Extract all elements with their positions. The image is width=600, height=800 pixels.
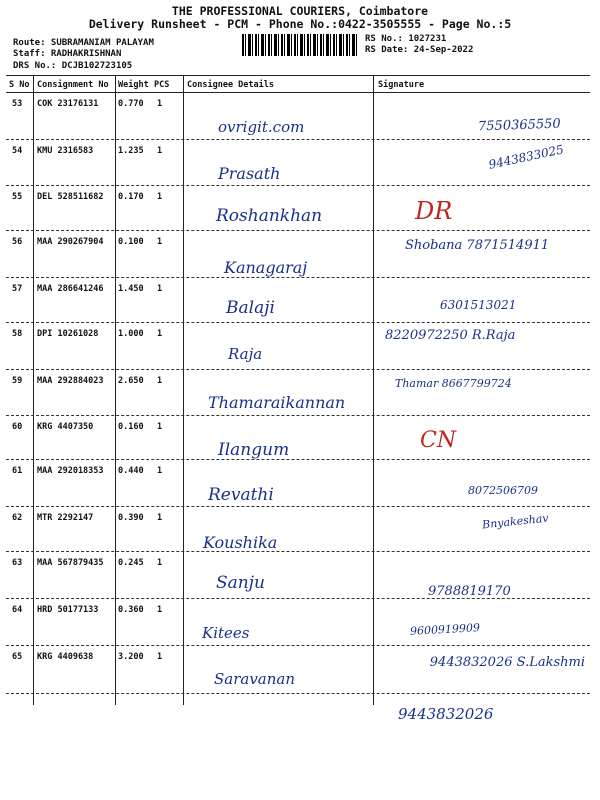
row-weight: 1.450 (118, 284, 144, 294)
barcode (242, 34, 358, 56)
row-pcs: 1 (157, 376, 163, 386)
row-consignment-no: MAA 290267904 (37, 237, 104, 247)
row-divider (6, 459, 590, 460)
rs-date: RS Date: 24-Sep-2022 (365, 45, 474, 55)
handwritten-consignee: Prasath (218, 164, 281, 183)
handwritten-signature: CN (420, 428, 457, 453)
row-consignment-no: MTR 2292147 (37, 513, 94, 523)
row-consignment-no: HRD 50177133 (37, 605, 99, 615)
row-weight: 0.770 (118, 99, 144, 109)
row-consignment-no: MAA 292884023 (37, 376, 104, 386)
row-divider (6, 139, 590, 140)
col-header-weight: Weight (118, 80, 149, 90)
handwritten-signature: Bnyakeshav (481, 511, 550, 532)
row-divider (6, 693, 590, 694)
col-header-signature: Signature (378, 80, 425, 90)
row-weight: 2.650 (118, 376, 144, 386)
row-divider (6, 506, 590, 507)
row-pcs: 1 (157, 652, 163, 662)
handwritten-signature: 9443833025 (487, 142, 565, 172)
row-sno: 58 (12, 329, 23, 339)
col-divider (33, 75, 34, 705)
row-consignment-no: COK 23176131 (37, 99, 99, 109)
row-weight: 0.360 (118, 605, 144, 615)
row-sno: 55 (12, 192, 23, 202)
row-sno: 62 (12, 513, 23, 523)
col-divider (373, 75, 374, 705)
drs-label: DRS No.: DCJB102723105 (13, 61, 133, 71)
col-header-sno: S No (9, 80, 30, 90)
row-divider (6, 551, 590, 552)
handwritten-consignee: Thamaraikannan (208, 393, 346, 412)
row-pcs: 1 (157, 558, 163, 568)
handwritten-signature: 9443832026 S.Lakshmi (429, 655, 585, 670)
row-pcs: 1 (157, 605, 163, 615)
row-consignment-no: DEL 528511682 (37, 192, 104, 202)
row-sno: 64 (12, 605, 23, 615)
row-pcs: 1 (157, 146, 163, 156)
row-pcs: 1 (157, 284, 163, 294)
row-consignment-no: KRG 4409638 (37, 652, 94, 662)
handwritten-footer-note: 9443832026 (398, 705, 494, 723)
rs-number: RS No.: 1027231 (365, 34, 447, 44)
handwritten-consignee: Revathi (208, 485, 274, 505)
row-sno: 65 (12, 652, 23, 662)
handwritten-consignee: Saravanan (214, 670, 296, 688)
row-sno: 60 (12, 422, 23, 432)
row-pcs: 1 (157, 513, 163, 523)
row-weight: 0.390 (118, 513, 144, 523)
row-weight: 1.235 (118, 146, 144, 156)
handwritten-signature: DR (415, 197, 453, 225)
col-header-pcs: PCS (154, 80, 170, 90)
row-divider (6, 369, 590, 370)
row-consignment-no: MAA 567879435 (37, 558, 104, 568)
row-divider (6, 645, 590, 646)
col-header-consignment: Consignment No (37, 80, 109, 90)
row-divider (6, 322, 590, 323)
row-pcs: 1 (157, 422, 163, 432)
row-weight: 1.000 (118, 329, 144, 339)
handwritten-signature: Shobana 7871514911 (405, 238, 550, 253)
company-title: THE PROFESSIONAL COURIERS, Coimbatore (171, 4, 429, 18)
row-sno: 61 (12, 466, 23, 476)
row-sno: 53 (12, 99, 23, 109)
handwritten-signature: 6301513021 (440, 298, 517, 312)
row-weight: 0.170 (118, 192, 144, 202)
route-label: Route: SUBRAMANIAM PALAYAM (13, 38, 154, 48)
handwritten-consignee: Kanagaraj (224, 258, 308, 277)
row-consignment-no: DPI 10261028 (37, 329, 99, 339)
runsheet-subtitle: Delivery Runsheet - PCM - Phone No.:0422-3505555 - Page No.:5 (88, 17, 512, 31)
staff-label: Staff: RADHAKRISHNAN (13, 49, 122, 59)
row-pcs: 1 (157, 466, 163, 476)
row-sno: 63 (12, 558, 23, 568)
handwritten-consignee: ovrigit.com (218, 118, 305, 136)
row-pcs: 1 (157, 99, 163, 109)
handwritten-consignee: Balaji (226, 298, 275, 318)
row-pcs: 1 (157, 329, 163, 339)
col-divider (115, 75, 116, 705)
row-sno: 56 (12, 237, 23, 247)
row-divider (6, 185, 590, 186)
handwritten-signature: Thamar 8667799724 (395, 377, 512, 390)
row-divider (6, 277, 590, 278)
handwritten-consignee: Roshankhan (216, 206, 323, 226)
row-weight: 0.440 (118, 466, 144, 476)
row-divider (6, 230, 590, 231)
row-consignment-no: KMU 2316583 (37, 146, 94, 156)
row-sno: 59 (12, 376, 23, 386)
handwritten-signature: 9600919909 (409, 621, 481, 638)
col-divider (183, 75, 184, 705)
handwritten-signature: 9788819170 (428, 584, 511, 599)
handwritten-consignee: Koushika (203, 533, 278, 552)
row-weight: 0.160 (118, 422, 144, 432)
row-consignment-no: MAA 292018353 (37, 466, 104, 476)
row-weight: 0.100 (118, 237, 144, 247)
row-consignment-no: MAA 286641246 (37, 284, 104, 294)
handwritten-consignee: Sanju (216, 573, 265, 593)
handwritten-signature: 7550365550 (477, 116, 561, 135)
handwritten-signature: 8220972250 R.Raja (385, 328, 516, 343)
row-pcs: 1 (157, 192, 163, 202)
row-weight: 3.200 (118, 652, 144, 662)
col-header-consignee: Consignee Details (187, 80, 274, 90)
row-pcs: 1 (157, 237, 163, 247)
table-top-border (6, 75, 590, 76)
row-weight: 0.245 (118, 558, 144, 568)
row-sno: 57 (12, 284, 23, 294)
row-divider (6, 415, 590, 416)
handwritten-consignee: Ilangum (218, 440, 290, 460)
header-bottom-border (6, 92, 590, 93)
row-sno: 54 (12, 146, 23, 156)
row-divider (6, 598, 590, 599)
handwritten-consignee: Raja (228, 345, 263, 363)
handwritten-signature: 8072506709 (468, 484, 538, 497)
row-consignment-no: KRG 4407350 (37, 422, 94, 432)
handwritten-consignee: Kitees (202, 624, 250, 642)
